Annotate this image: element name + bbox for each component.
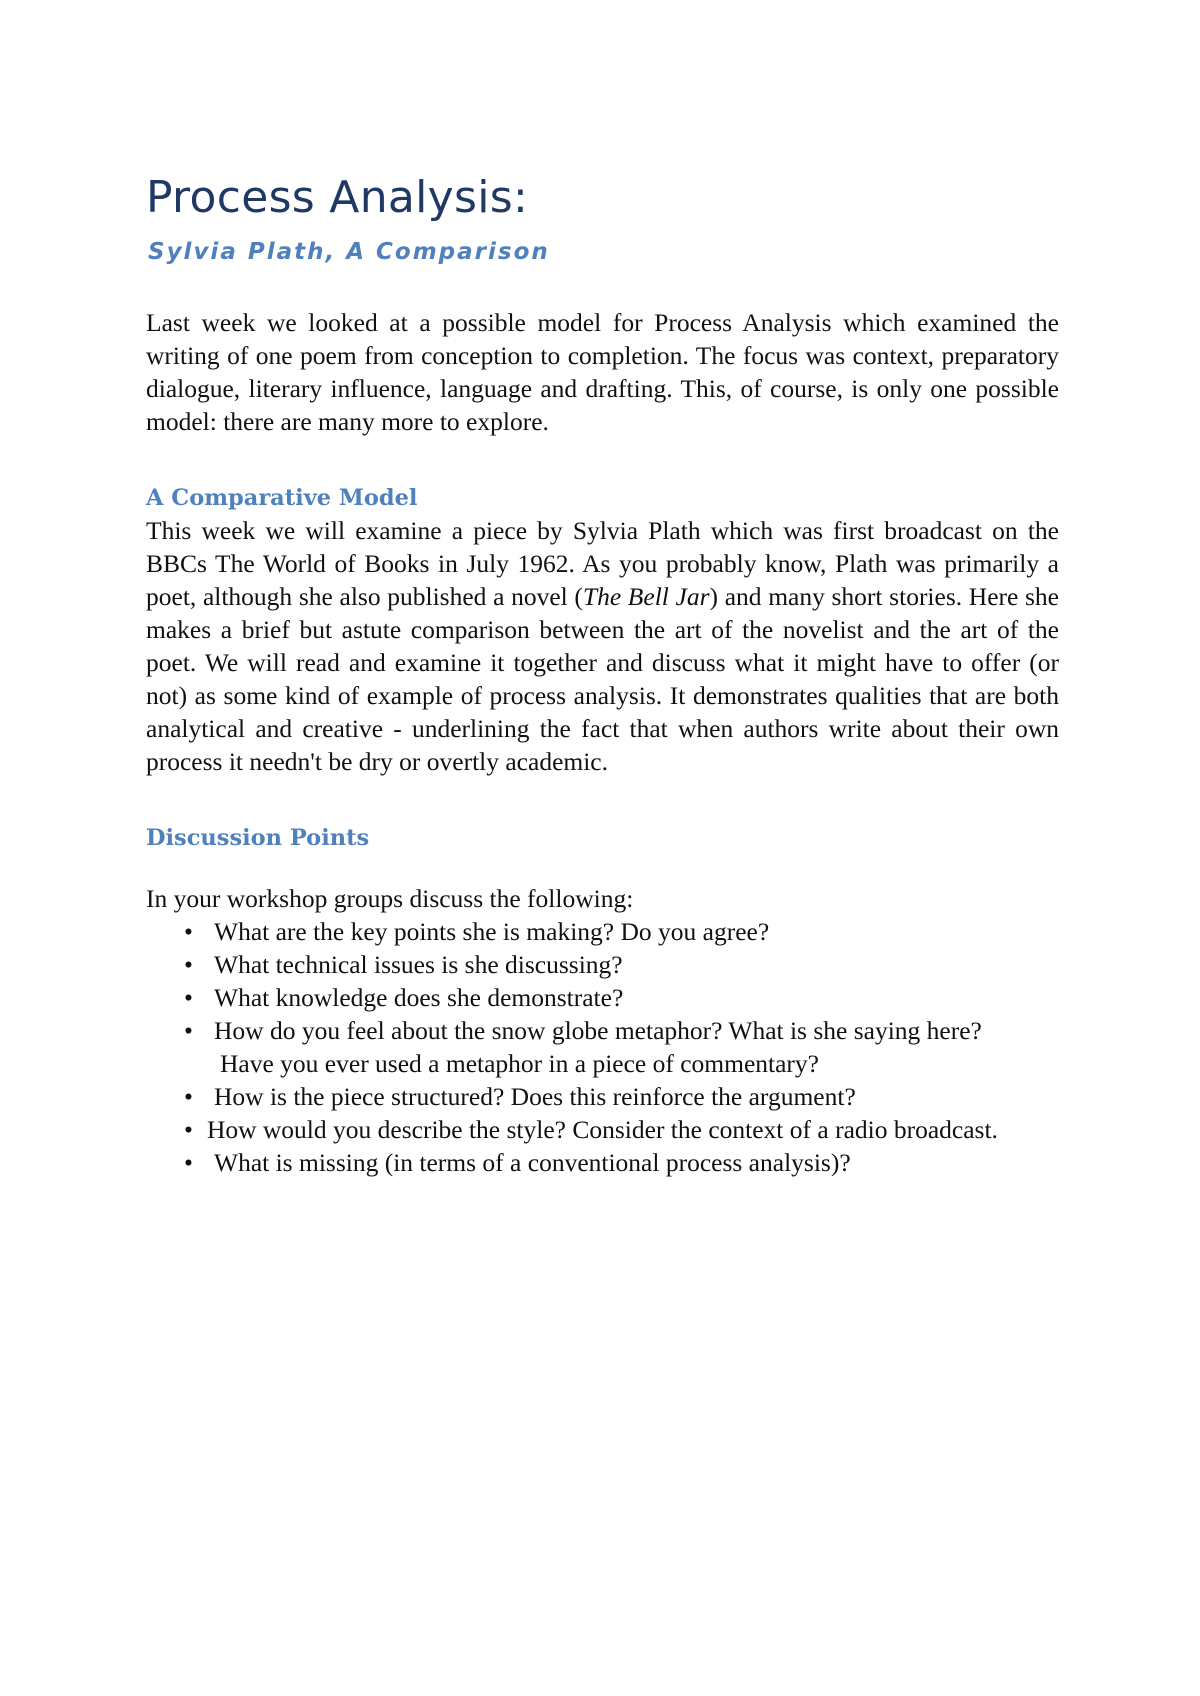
- document-content: [146, 168, 1059, 1179]
- discussion-points-heading: Discussion Points: [146, 825, 370, 851]
- comparative-text-part-2: ) and many short stories. Here she makes a brief but astute comparison between the art of the novelist and the art of the poet. We will read and examine it together and discuss what it might have to offer (or not) as some kind of example of process analysis. It demonstrates qualities that are both analytical and creative - underlining the fact that when authors write about their own process it needn't be dry or overtly academic.: [146, 582, 1060, 776]
- book-title: The Bell Jar: [582, 582, 710, 611]
- list-item: [146, 1080, 1059, 1113]
- bullet-icon: •: [184, 1115, 193, 1144]
- document-title: Process Analysis:: [146, 172, 529, 223]
- intro-paragraph: Last week we looked at a possible model for Process Analysis which examined the writing of one poem from conception to completion. The focus was context, preparatory dialogue, literary influence, language and drafting. This, of course, is only one possible model: there are many more to explore.: [146, 308, 1059, 436]
- list-item-text: How is the piece structured? Does this reinforce the argument?: [214, 1082, 856, 1111]
- list-item-text: How do you feel about the snow globe metaphor? What is she saying here?: [214, 1016, 982, 1045]
- bullet-icon: •: [184, 1016, 193, 1045]
- list-item-text: What technical issues is she discussing?: [214, 950, 623, 979]
- bullet-icon: •: [184, 950, 193, 979]
- list-item-text: What are the key points she is making? Do you agree?: [214, 917, 770, 946]
- comparative-model-paragraph: [146, 514, 1059, 778]
- document-subtitle: Sylvia Plath, A Comparison: [148, 239, 550, 265]
- discussion-list: [146, 915, 1059, 1179]
- comparative-model-heading: A Comparative Model: [146, 485, 418, 511]
- list-item-text: What is missing (in terms of a conventional process analysis)?: [214, 1148, 851, 1177]
- list-item-continuation: Have you ever used a metaphor in a piece of commentary?: [220, 1049, 819, 1078]
- bullet-icon: •: [184, 983, 193, 1012]
- discussion-lead: In your workshop groups discuss the following:: [146, 884, 634, 913]
- list-item: [146, 948, 1059, 981]
- list-item: [146, 915, 1059, 948]
- list-item-text: How would you describe the style? Consider the context of a radio broadcast.: [206, 1115, 998, 1144]
- bullet-icon: •: [184, 1082, 193, 1111]
- list-item-text: What knowledge does she demonstrate?: [214, 983, 624, 1012]
- list-item: [146, 1113, 1059, 1146]
- comparative-text-part-1: This week we will examine a piece by Sylvia Plath which was first broadcast on the BBCs The World of Books in July 1962. As you probably know, Plath was primarily a poet, although she also published a novel (: [146, 516, 1059, 611]
- list-item: [146, 981, 1059, 1014]
- bullet-icon: •: [184, 917, 193, 946]
- list-item: [146, 1014, 1059, 1080]
- list-item: [146, 1146, 1059, 1179]
- bullet-icon: •: [184, 1148, 193, 1177]
